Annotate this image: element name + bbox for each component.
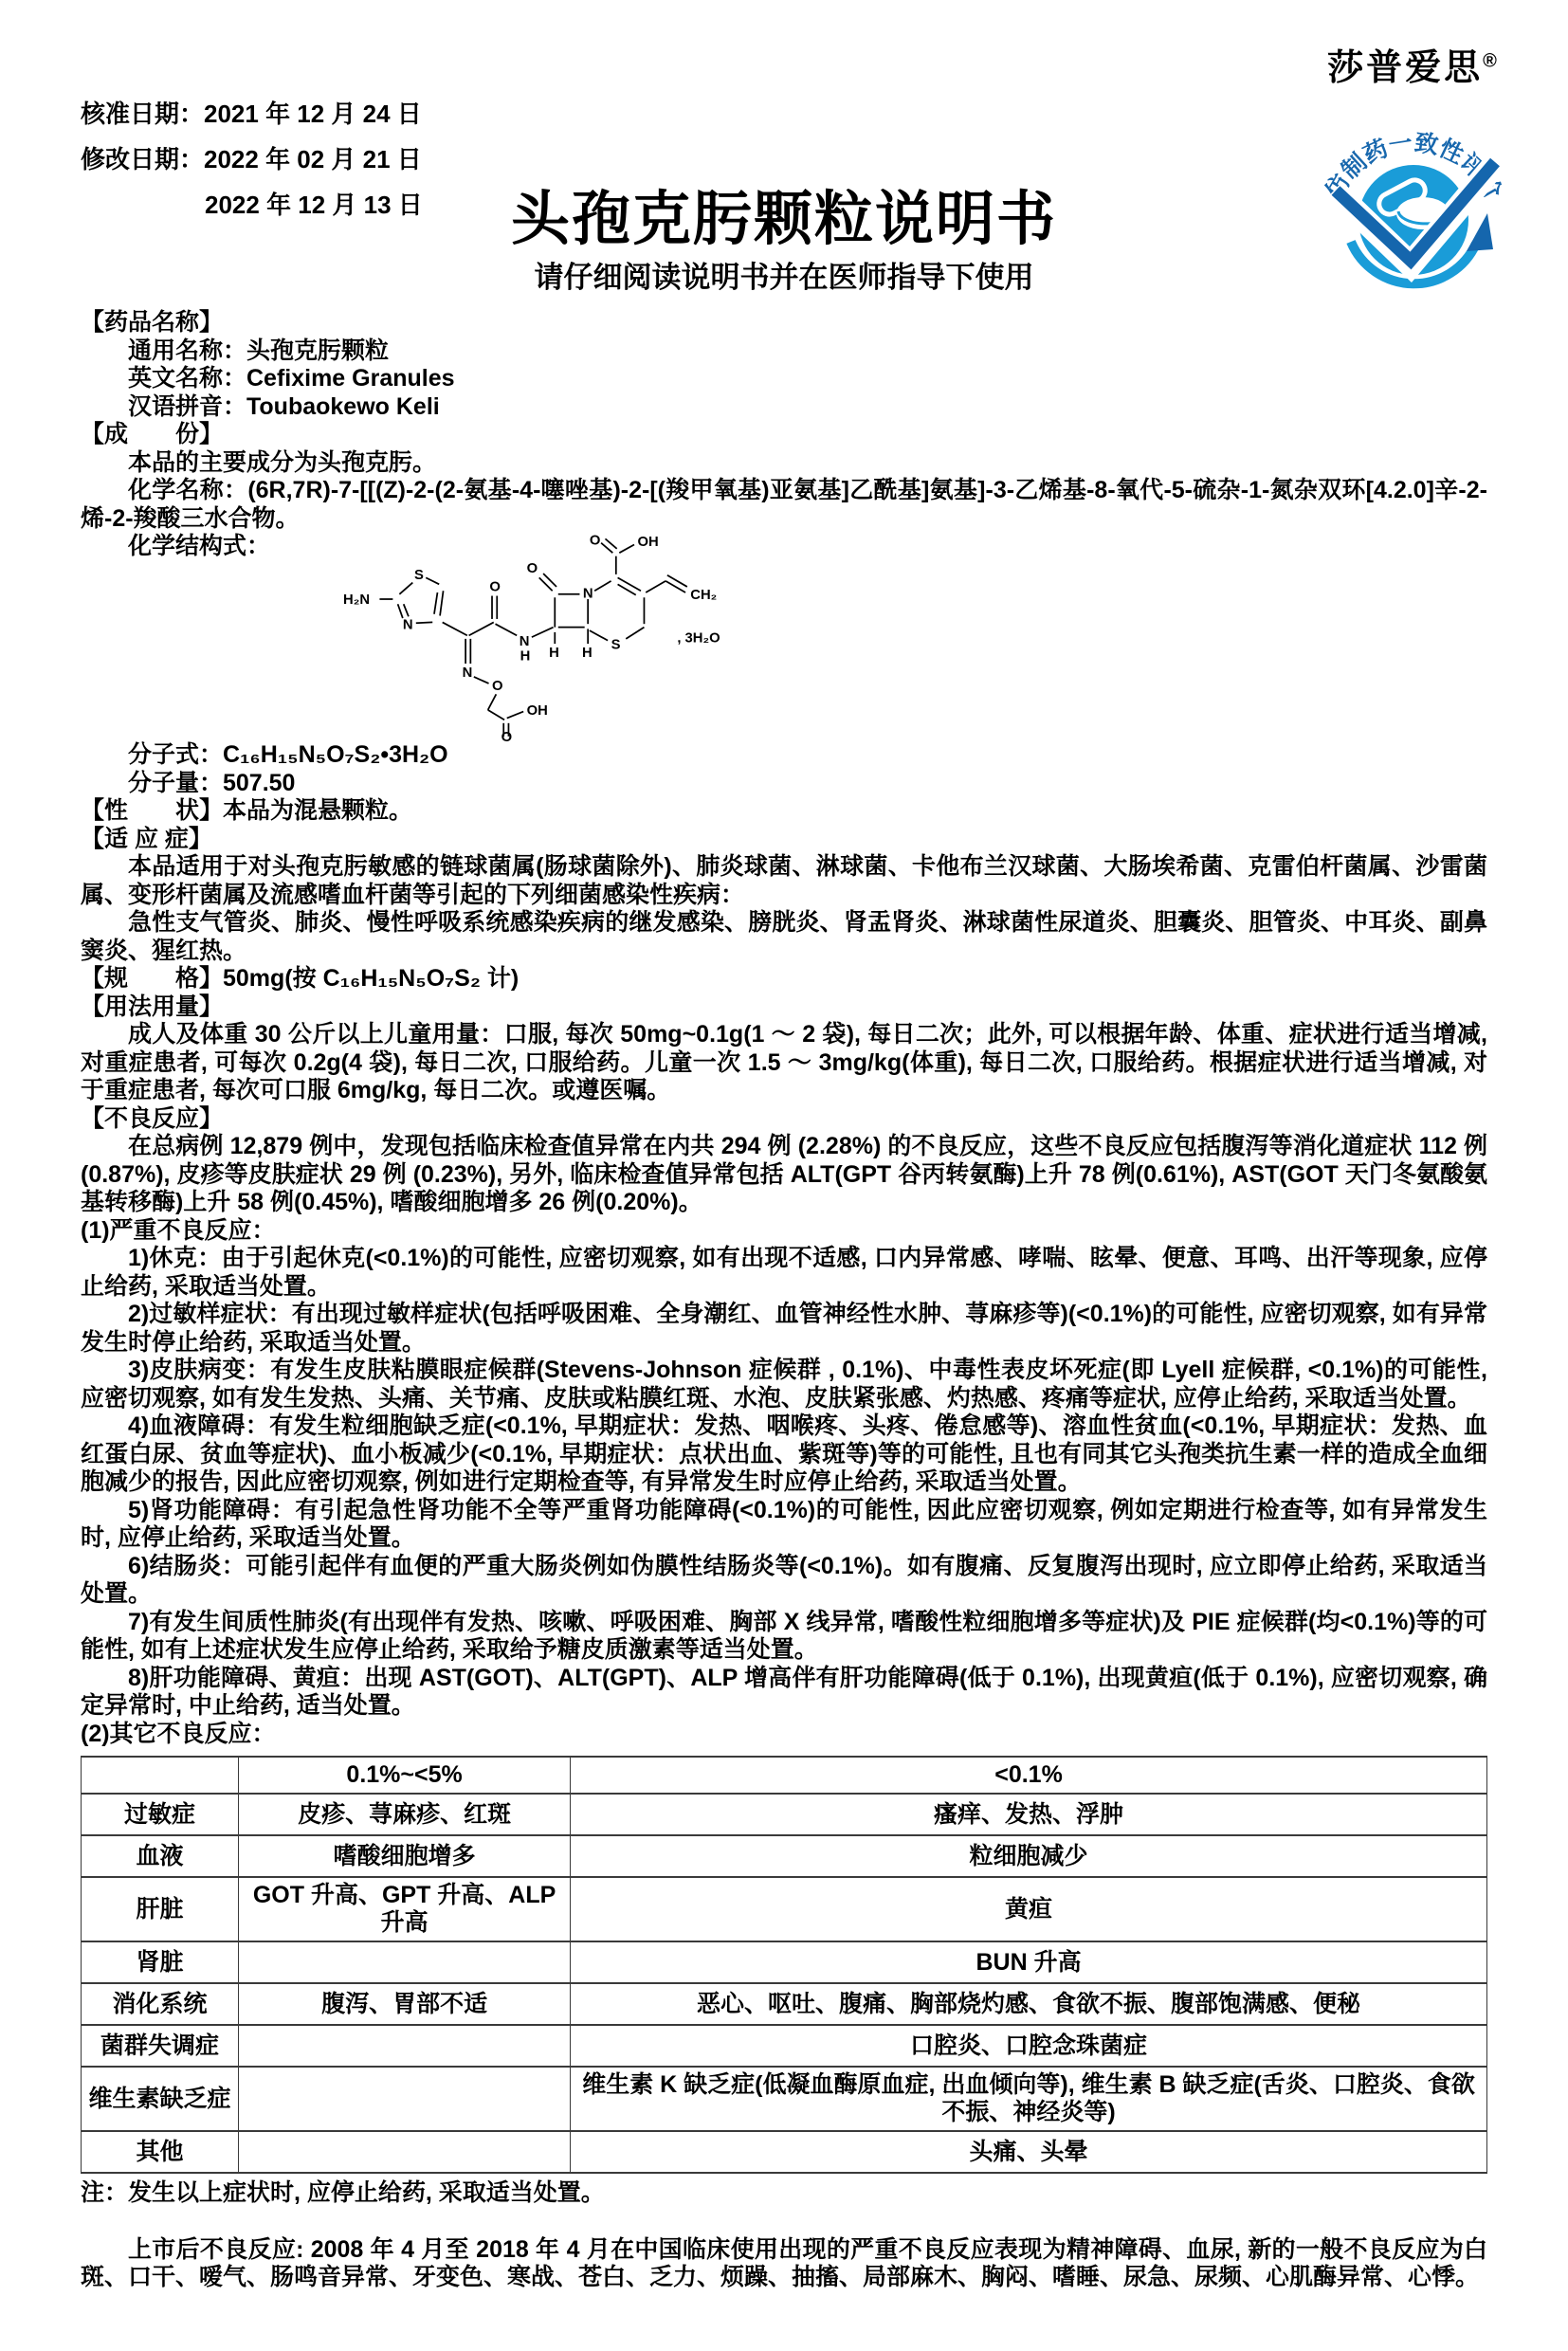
dosage-paragraph: 成人及体重 30 公斤以上儿童用量：口服, 每次 50mg~0.1g(1 ～ 2 袋), 每日二次；此外, 可以根据年龄、体重、症状进行适当增减, 对重症患者, 可每次 0.2g(4 袋), 每日二次, 口服给药。儿童一次 1.5 ～ 3mg/kg(体重), 每日二次, 口服给药。根据症状进行适当增减, 对于重症患者, 每次可口服 6mg/kg, 每日二次。或遵医嘱。 [81, 1021, 1487, 1103]
generic-name-line: 通用名称：头孢克肟颗粒 [128, 337, 390, 364]
table-cell [239, 2131, 571, 2173]
atom-label: S [611, 637, 621, 653]
table-note: 注：发生以上症状时, 应停止给药, 采取适当处置。 [81, 2179, 605, 2206]
table-cell: 皮疹、荨麻疹、红斑 [239, 1794, 571, 1835]
table-cell [239, 2067, 571, 2131]
table-cell: 维生素缺乏症 [82, 2067, 239, 2131]
revision-date-line: 修改日期：2022 年 02 月 21 日 [81, 145, 422, 173]
atom-label: S [414, 568, 424, 584]
molecular-weight-line: 分子量：507.50 [128, 769, 296, 796]
adverse-item-shock: 1)休克：由于引起休克(<0.1%)的可能性, 应密切观察, 如有出现不适感, 口内异常感、哮喘、眩晕、便意、耳鸣、出汗等现象, 应停止给药, 采取适当处置。 [81, 1245, 1487, 1300]
atom-label: OH [637, 535, 659, 551]
other-adverse-heading: (2)其它不良反应： [81, 1720, 276, 1747]
section-heading-strength: 【规 格】50mg(按 C₁₆H₁₅N₅O₇S₂ 计) [81, 965, 520, 992]
brand-logo [1304, 38, 1522, 296]
post-marketing-paragraph: 上市后不良反应: 2008 年 4 月至 2018 年 4 月在中国临床使用出现的严重不良反应表现为精神障碍、血尿, 新的一般不良反应为白斑、口干、嗳气、肠鸣音异常、牙变色、寒战、苍白、乏力、烦躁、抽搐、局部麻木、胸闷、嗜睡、尿急、尿频、心肌酶异常、心悸。 [81, 2235, 1487, 2290]
atom-label: N [519, 633, 530, 649]
table-cell: 口腔炎、口腔念珠菌症 [571, 2025, 1487, 2067]
pinyin-name-line: 汉语拼音：Toubaokewo Keli [128, 392, 440, 420]
brand-name [1304, 38, 1522, 90]
table-row [82, 2025, 1487, 2067]
table-header-cell: 0.1%~<5% [239, 1757, 571, 1794]
arrowhead-icon [1467, 213, 1493, 251]
adverse-item-colitis: 6)结肠炎：可能引起伴有血便的严重大肠炎例如伪膜性结肠炎等(<0.1%)。如有腹痛、反复腹泻出现时, 应立即停止给药, 采取适当处置。 [81, 1552, 1487, 1607]
page-title: 头孢克肟颗粒说明书 [510, 187, 1057, 252]
table-cell: 嗜酸细胞增多 [239, 1835, 571, 1877]
atom-label: O [501, 730, 513, 741]
indications-paragraph: 本品适用于对头孢克肟敏感的链球菌属(肠球菌除外)、肺炎球菌、淋球菌、卡他布兰汉球菌、大肠埃希菌、克雷伯杆菌属、沙雷菌属、变形杆菌属及流感嗜血杆菌等引起的下列细菌感染性疾病： [81, 853, 1487, 908]
table-cell: 瘙痒、发热、浮肿 [571, 1794, 1487, 1835]
approval-dates [81, 91, 423, 228]
table-header-row [82, 1757, 1487, 1794]
chemical-name-line: 化学名称：(6R,7R)-7-[[(Z)-2-(2-氨基-4-噻唑基)-2-[(羧甲氧基)亚氨基]乙酰基]氨基]-3-乙烯基-8-氧代-5-硫杂-1-氮杂双环[4.2.0]辛-2-烯-2-羧酸三水合物。 [81, 477, 1487, 532]
table-cell: 腹泻、胃部不适 [239, 1983, 571, 2025]
section-heading-adverse-reactions: 【不良反应】 [81, 1104, 224, 1132]
section-heading-description: 【性 状】本品为混悬颗粒。 [81, 797, 413, 824]
adverse-reactions-table [81, 1756, 1487, 2174]
atom-label: O [489, 579, 501, 595]
table-cell: 肾脏 [82, 1941, 239, 1983]
table-cell: 其他 [82, 2131, 239, 2173]
adverse-item-allergy: 2)过敏样症状：有出现过敏样症状(包括呼吸困难、全身潮红、血管神经性水肿、荨麻疹等)(<0.1%)的可能性, 应密切观察, 如有异常发生时停止给药, 采取适当处置。 [81, 1301, 1487, 1356]
composition-line: 本品的主要成分为头孢克肟。 [128, 448, 437, 476]
molecular-formula-line: 分子式：C₁₆H₁₅N₅O₇S₂•3H₂O [128, 741, 448, 768]
page-subtitle: 请仔细阅读说明书并在医师指导下使用 [534, 261, 1034, 294]
table-cell: 维生素 K 缺乏症(低凝血酶原血症, 出血倾向等), 维生素 B 缺乏症(舌炎、口腔炎、食欲不振、神经炎等) [571, 2067, 1487, 2131]
english-name-line: 英文名称：Cefixime Granules [128, 365, 455, 392]
table-row [82, 1794, 1487, 1835]
serious-adverse-heading: (1)严重不良反应： [81, 1216, 276, 1244]
adverse-item-liver: 8)肝功能障碍、黄疸：出现 AST(GOT)、ALT(GPT)、ALP 增高伴有肝功能障碍(低于 0.1%), 出现黄疸(低于 0.1%), 应密切观察, 确定异常时, 中止给药, 适当处置。 [81, 1664, 1487, 1719]
atom-label: H [520, 648, 531, 665]
table-row [82, 1877, 1487, 1941]
brand-name-text: 莎普爱思 [1327, 48, 1484, 88]
atom-label: O [589, 535, 601, 549]
hydrate-label: , 3H₂O [677, 630, 720, 647]
atom-label: H [582, 646, 593, 662]
indications-diseases: 急性支气管炎、肺炎、慢性呼吸系统感染疾病的继发感染、膀胱炎、肾盂肾炎、淋球菌性尿道炎、胆囊炎、胆管炎、中耳炎、副鼻窦炎、猩红热。 [81, 909, 1487, 964]
table-cell: BUN 升高 [571, 1941, 1487, 1983]
atom-label: CH₂ [690, 588, 718, 604]
table-header-cell [82, 1757, 239, 1794]
table-cell: 肝脏 [82, 1877, 239, 1941]
atom-label: H₂N [343, 592, 371, 609]
atom-label: N [402, 617, 413, 633]
table-cell: 血液 [82, 1835, 239, 1877]
adverse-overview-paragraph: 在总病例 12,879 例中，发现包括临床检查值异常在内共 294 例 (2.28%) 的不良反应，这些不良反应包括腹泻等消化道症状 112 例 (0.87%), 皮疹等皮肤症状 29 例 (0.23%), 另外, 临床检查值异常包括 ALT(GPT 谷丙转氨酶)上升 78 例(0.61%), AST(GOT 天门冬氨酸氨基转移酶)上升 58 例(0.45%), 嗜酸细胞增多 26 例(0.20%)。 [81, 1133, 1487, 1215]
table-row [82, 1835, 1487, 1877]
section-heading-drug-name: 【药品名称】 [81, 309, 224, 336]
atom-label: O [526, 561, 538, 577]
adverse-item-renal: 5)肾功能障碍：有引起急性肾功能不全等严重肾功能障碍(<0.1%)的可能性, 因此应密切观察, 例如定期进行检查等, 如有异常发生时, 应停止给药, 采取适当处置。 [81, 1496, 1487, 1551]
atom-label: N [582, 586, 593, 602]
approval-date-line: 核准日期：2021 年 12 月 24 日 [81, 100, 422, 128]
table-row [82, 1941, 1487, 1983]
leaflet-body [0, 300, 1568, 2292]
table-cell: 黄疸 [571, 1877, 1487, 1941]
chemical-structure-block [81, 533, 1487, 741]
chemical-structure-diagram [337, 535, 725, 741]
table-cell: 恶心、呕吐、腹痛、胸部烧灼感、食欲不振、腹部饱满感、便秘 [571, 1983, 1487, 2025]
adverse-item-blood: 4)血液障碍：有发生粒细胞缺乏症(<0.1%, 早期症状：发热、咽喉疼、头疼、倦怠感等)、溶血性贫血(<0.1%, 早期症状：发热、血红蛋白尿、贫血等症状)、血小板减少(<0.1%, 早期症状：点状出血、紫斑等)等的可能性, 且也有同其它头孢类抗生素一样的造成全血细胞减少的报告, 因此应密切观察, 例如进行定期检查等, 有异常发生时应停止给药, 采取适当处置。 [81, 1412, 1487, 1495]
table-cell: 过敏症 [82, 1794, 239, 1835]
table-cell [239, 2025, 571, 2067]
table-cell: 消化系统 [82, 1983, 239, 2025]
registered-trademark-icon: ® [1483, 50, 1500, 72]
adverse-item-skin: 3)皮肤病变：有发生皮肤粘膜眼症候群(Stevens-Johnson 症候群 , 0.1%)、中毒性表皮坏死症(即 Lyell 症候群, <0.1%)的可能性, 应密切观察, 如有发生发热、头痛、关节痛、皮肤或粘膜红斑、水泡、皮肤紧张感、灼热感、疼痛等症状, 应停止给药, 采取适当处置。 [81, 1357, 1487, 1412]
section-heading-dosage: 【用法用量】 [81, 993, 224, 1020]
structure-label: 化学结构式： [128, 533, 271, 559]
table-row [82, 2067, 1487, 2131]
badge-graphic [1319, 92, 1508, 291]
atom-label: H [549, 646, 559, 662]
adverse-item-pneumonia: 7)有发生间质性肺炎(有出现伴有发热、咳嗽、呼吸困难、胸部 X 线异常, 嗜酸性粒细胞增多等症状)及 PIE 症候群(均<0.1%)等的可能性, 如有上述症状发生应停止给药, 采取给予糖皮质激素等适当处置。 [81, 1608, 1487, 1663]
table-cell: GOT 升高、GPT 升高、ALP 升高 [239, 1877, 571, 1941]
table-row [82, 2131, 1487, 2173]
atom-label: OH [526, 703, 548, 720]
atom-label: O [492, 678, 503, 694]
section-heading-composition: 【成 份】 [81, 421, 224, 447]
atom-label: N [462, 665, 473, 681]
table-row [82, 1983, 1487, 2025]
revision-date-line-2: 2022 年 12 月 13 日 [205, 191, 423, 219]
table-cell: 菌群失调症 [82, 2025, 239, 2067]
consistency-evaluation-badge [1304, 92, 1522, 296]
badge-curved-text: 仿制药一致性评价 [1321, 129, 1506, 204]
table-header-cell: <0.1% [571, 1757, 1487, 1794]
table-cell: 粒细胞减少 [571, 1835, 1487, 1877]
table-cell [239, 1941, 571, 1983]
table-cell: 头痛、头晕 [571, 2131, 1487, 2173]
section-heading-indications: 【适 应 症】 [81, 825, 212, 852]
